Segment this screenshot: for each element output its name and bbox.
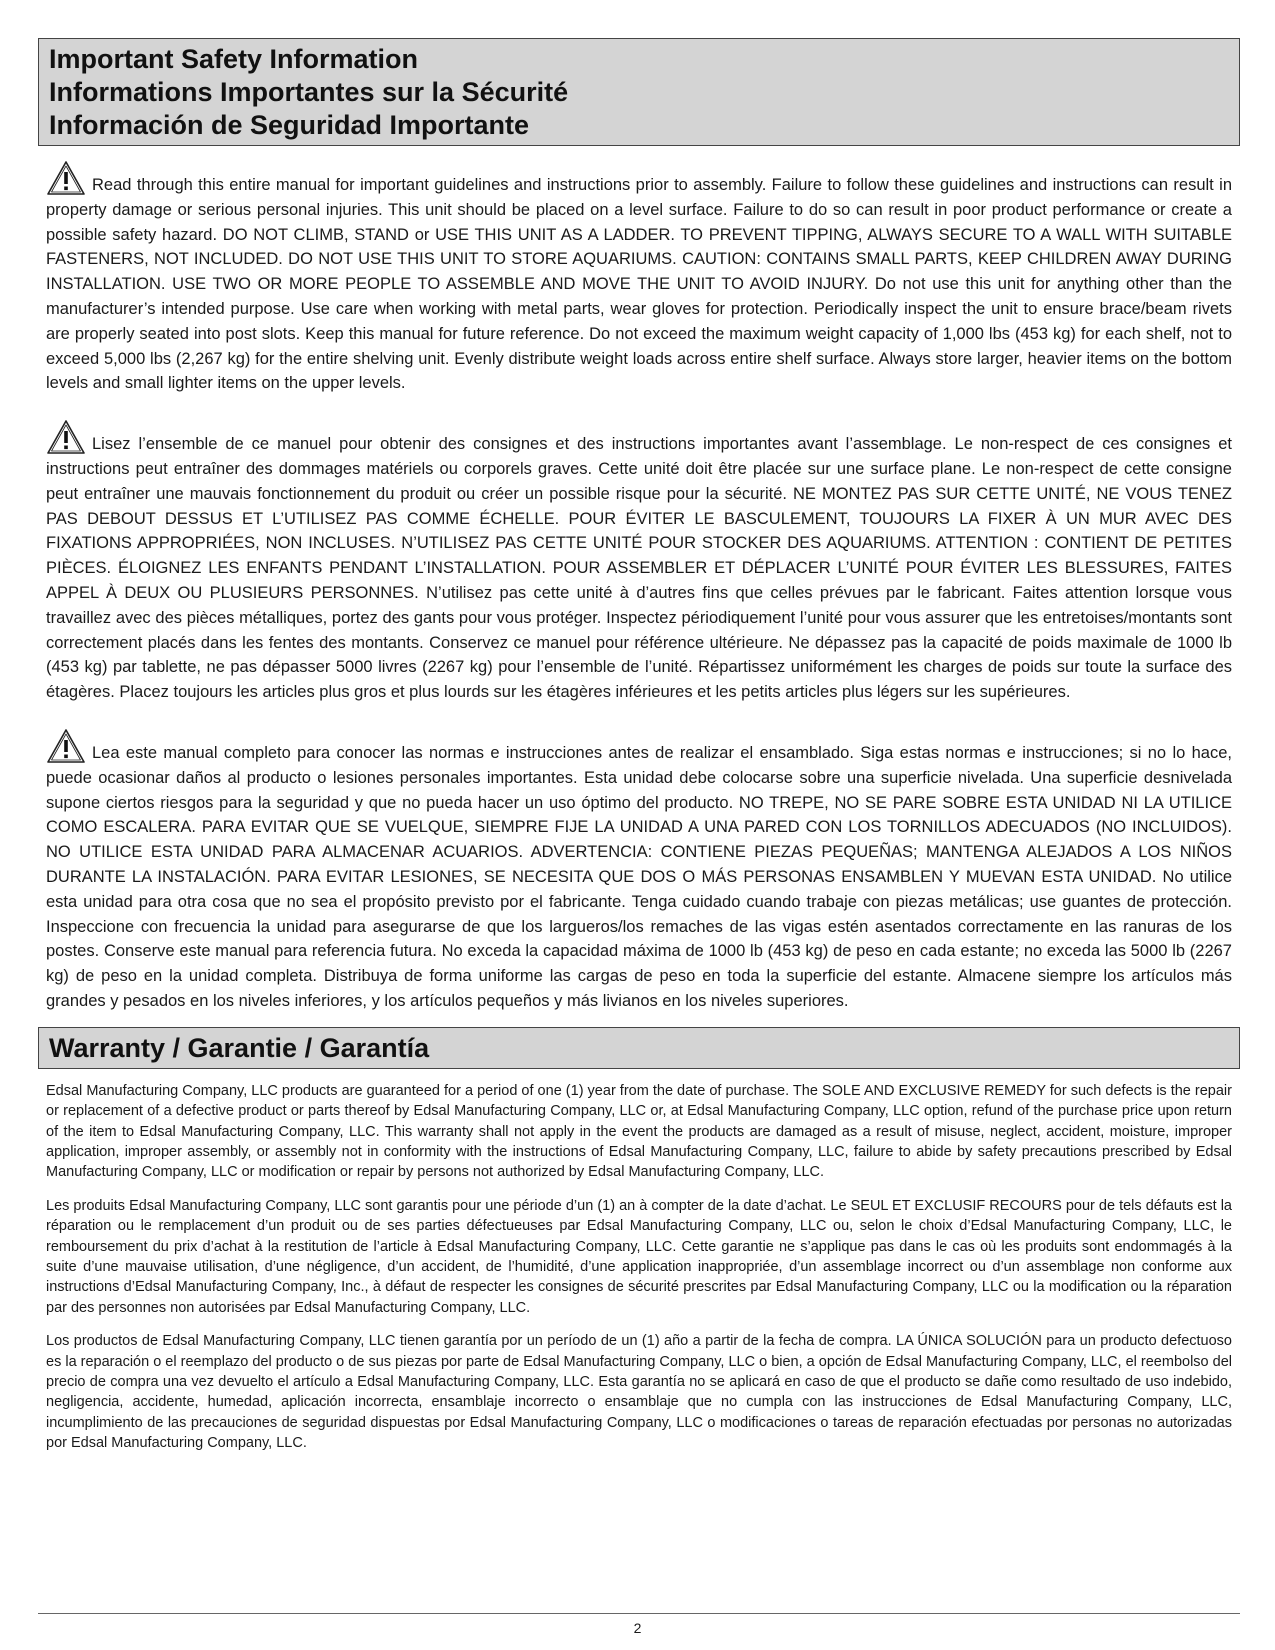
safety-section [38,160,1240,1014]
safety-text-en: Read through this entire manual for important guidelines and instructions prior to assembly. Failure to follow these guidelines and instructions can result in property damage or serious personal injuries. This unit should be placed on a level surface. Failure to do so can result in poor product performance or create a possible safety hazard. DO NOT CLIMB, STAND or USE THIS UNIT AS A LADDER. TO PREVENT TIPPING, ALWAYS SECURE TO A WALL WITH SUITABLE FASTENERS, NOT INCLUDED. DO NOT USE THIS UNIT TO STORE AQUARIUMS. CAUTION: CONTAINS SMALL PARTS, KEEP CHILDREN AWAY DURING INSTALLATION. USE TWO OR MORE PEOPLE TO ASSEMBLE AND MOVE THE UNIT TO AVOID INJURY. Do not use this unit for anything other than the manufacturer’s intended purpose. Use care when working with metal parts, wear gloves for protection. Periodically inspect the unit to ensure brace/beam rivets are properly seated into post slots. Keep this manual for future reference. Do not exceed the maximum weight capacity of 1,000 lbs (453 kg) for each shelf, not to exceed 5,000 lbs (2,267 kg) for the entire shelving unit. Evenly distribute weight loads across entire shelf surface. Always store larger, heavier items on the bottom levels and small lighter items on the upper levels. [46,176,1232,393]
warranty-section [38,1081,1240,1454]
warranty-text-es: Los productos de Edsal Manufacturing Company, LLC tienen garantía por un período de un (1) año a partir de la fecha de compra. LA ÚNICA SOLUCIÓN para un producto defectuoso es la reparación o el reemplazo del producto o de sus piezas por parte de Edsal Manufacturing Company, LLC o bien, a opción de Edsal Manufacturing Company, LLC, el reembolso del precio de compra una vez devuelto el artículo a Edsal Manufacturing Company, LLC. Esta garantía no se aplicará en caso de que el producto se dañe como resultado de uso indebido, negligencia, accidente, humedad, aplicación incorrecta, ensamblaje incorrecto o ensamblaje que no cumpla con las instrucciones de Edsal Manufacturing Company, LLC, incumplimiento de las precauciones de seguridad dispuestas por Edsal Manufacturing Company, LLC o modificaciones o tareas de reparación efectuadas por personas no autorizadas por Edsal Manufacturing Company, LLC. [46,1333,1232,1452]
warning-triangle-icon [46,728,86,764]
warranty-text-fr: Les produits Edsal Manufacturing Company, LLC sont garantis pour une période d’un (1) an à compter de la date d’achat. Le SEUL ET EXCLUSIF RECOURS pour de tels défauts est la réparation ou le remplacement d’un produit ou de ses parties défectueuses par Edsal Manufacturing Company, LLC ou, selon le choix d’Edsal Manufacturing Company, LLC, le remboursement du prix d’achat à la restitution de l’article à Edsal Manufacturing Company, LLC. Cette garantie ne s’applique pas dans le cas où les produits sont endommagés à la suite d’une mauvaise utilisation, d’une négligence, d’un accident, de l’humidité, d’une application inappropriée, d’un assemblage incorrect ou d’un assemblage non conforme aux instructions d’Edsal Manufacturing Company, Inc., à défaut de respecter les consignes de sécurité prescrites par Edsal Manufacturing Company, LLC ou la modification ou la réparation par des personnes non autorisées par Edsal Manufacturing Company, LLC. [46,1197,1232,1316]
document-page [38,38,1240,1454]
safety-header [38,38,1240,146]
safety-title-fr: Informations Importantes sur la Sécurité [49,77,569,107]
safety-title-es: Información de Seguridad Importante [49,110,530,140]
warranty-header [38,1027,1240,1069]
footer-divider [38,1613,1240,1614]
safety-paragraph-en [46,160,1232,396]
warning-triangle-icon [46,160,86,196]
warranty-text-en: Edsal Manufacturing Company, LLC products are guaranteed for a period of one (1) year from the date of purchase. The SOLE AND EXCLUSIVE REMEDY for such defects is the repair or replacement of a defective product or parts thereof by Edsal Manufacturing Company, LLC or, at Edsal Manufacturing Company, LLC option, refund of the purchase price upon return of the item to Edsal Manufacturing Company, LLC. This warranty shall not apply in the event the products are damaged as a result of misuse, neglect, accident, moisture, improper application, improper assembly, or assembly not in conformity with the instructions of Edsal Manufacturing Company, LLC, failure to abide by safety precautions prescribed by Edsal Manufacturing Company, LLC or modification or repair by persons not authorized by Edsal Manufacturing Company, LLC. [46,1082,1232,1181]
safety-title-en: Important Safety Information [49,44,419,74]
safety-paragraph-fr [46,419,1232,705]
warranty-title: Warranty / Garantie / Garantía [49,1032,430,1063]
warning-triangle-icon [46,419,86,455]
safety-paragraph-es [46,728,1232,1014]
safety-text-fr: Lisez l’ensemble de ce manuel pour obtenir des consignes et des instructions importantes avant l’assemblage. Le non-respect de ces consignes et instructions peut entraîner des dommages matériels ou corporels graves. Cette unité doit être placée sur une surface plane. Le non-respect de cette consigne peut entraîner une mauvais fonctionnement du produit ou créer un possible risque pour la sécurité. NE MONTEZ PAS SUR CETTE UNITÉ, NE VOUS TENEZ PAS DEBOUT DESSUS ET L’UTILISEZ PAS COMME ÉCHELLE. POUR ÉVITER LE BASCULEMENT, TOUJOURS LA FIXER À UN MUR AVEC DES FIXATIONS APPROPRIÉES, NON INCLUSES. N’UTILISEZ PAS CETTE UNITÉ POUR STOCKER DES AQUARIUMS. ATTENTION : CONTIENT DE PETITES PIÈCES. ÉLOIGNEZ LES ENFANTS PENDANT L’INSTALLATION. POUR ASSEMBLER ET DÉPLACER L’UNITÉ POUR ÉVITER LES BLESSURES, FAITES APPEL À DEUX OU PLUSIEURS PERSONNES. N’utilisez pas cette unité à d’autres fins que celles prévues par le fabricant. Faites attention lorsque vous travaillez avec des pièces métalliques, portez des gants pour vous protéger. Inspectez périodiquement l’unité pour vous assurer que les entretoises/montants sont correctement placés dans les fentes des montants. Conservez ce manuel pour référence ultérieure. Ne dépassez pas la capacité de poids maximale de 1000 lb (453 kg) par tablette, ne pas dépasser 5000 livres (2267 kg) pour l’ensemble de l’unité. Répartissez uniformément les charges de poids sur toute la surface des étagères. Placez toujours les articles plus gros et plus lourds sur les étagères inférieures et les petits articles plus légers sur les supérieures. [46,435,1232,702]
safety-text-es: Lea este manual completo para conocer las normas e instrucciones antes de realizar el ensamblado. Siga estas normas e instrucciones; si no lo hace, puede ocasionar daños al producto o lesiones personales importantes. Esta unidad debe colocarse sobre una superficie nivelada. Una superficie desnivelada supone ciertos riesgos para la seguridad y que no pueda hacer un uso óptimo del producto. NO TREPE, NO SE PARE SOBRE ESTA UNIDAD NI LA UTILICE COMO ESCALERA. PARA EVITAR QUE SE VUELQUE, SIEMPRE FIJE LA UNIDAD A UNA PARED CON LOS TORNILLOS ADECUADOS (NO INCLUIDOS). NO UTILICE ESTA UNIDAD PARA ALMACENAR ACUARIOS. ADVERTENCIA: CONTIENE PIEZAS PEQUEÑAS; MANTENGA ALEJADOS A LOS NIÑOS DURANTE LA INSTALACIÓN. PARA EVITAR LESIONES, SE NECESITA QUE DOS O MÁS PERSONAS ENSAMBLEN Y MUEVAN ESTA UNIDAD. No utilice esta unidad para otra cosa que no sea el propósito previsto por el fabricante. Tenga cuidado cuando trabaje con piezas metálicas; use guantes de protección. Inspeccione con frecuencia la unidad para asegurarse de que los largueros/los remaches de las vigas estén asentados correctamente en las ranuras de los postes. Conserve este manual para referencia futura. No exceda la capacidad máxima de 1000 lb (453 kg) de peso en cada estante; no exceda las 5000 lb (2267 kg) de peso en la unidad completa. Distribuya de forma uniforme las cargas de peso en toda la superficie del estante. Almacene siempre los artículos más grandes y pesados en los niveles inferiores, y los artículos pequeños y más livianos en los niveles superiores. [46,743,1232,1010]
page-number: 2 [633,1620,642,1636]
